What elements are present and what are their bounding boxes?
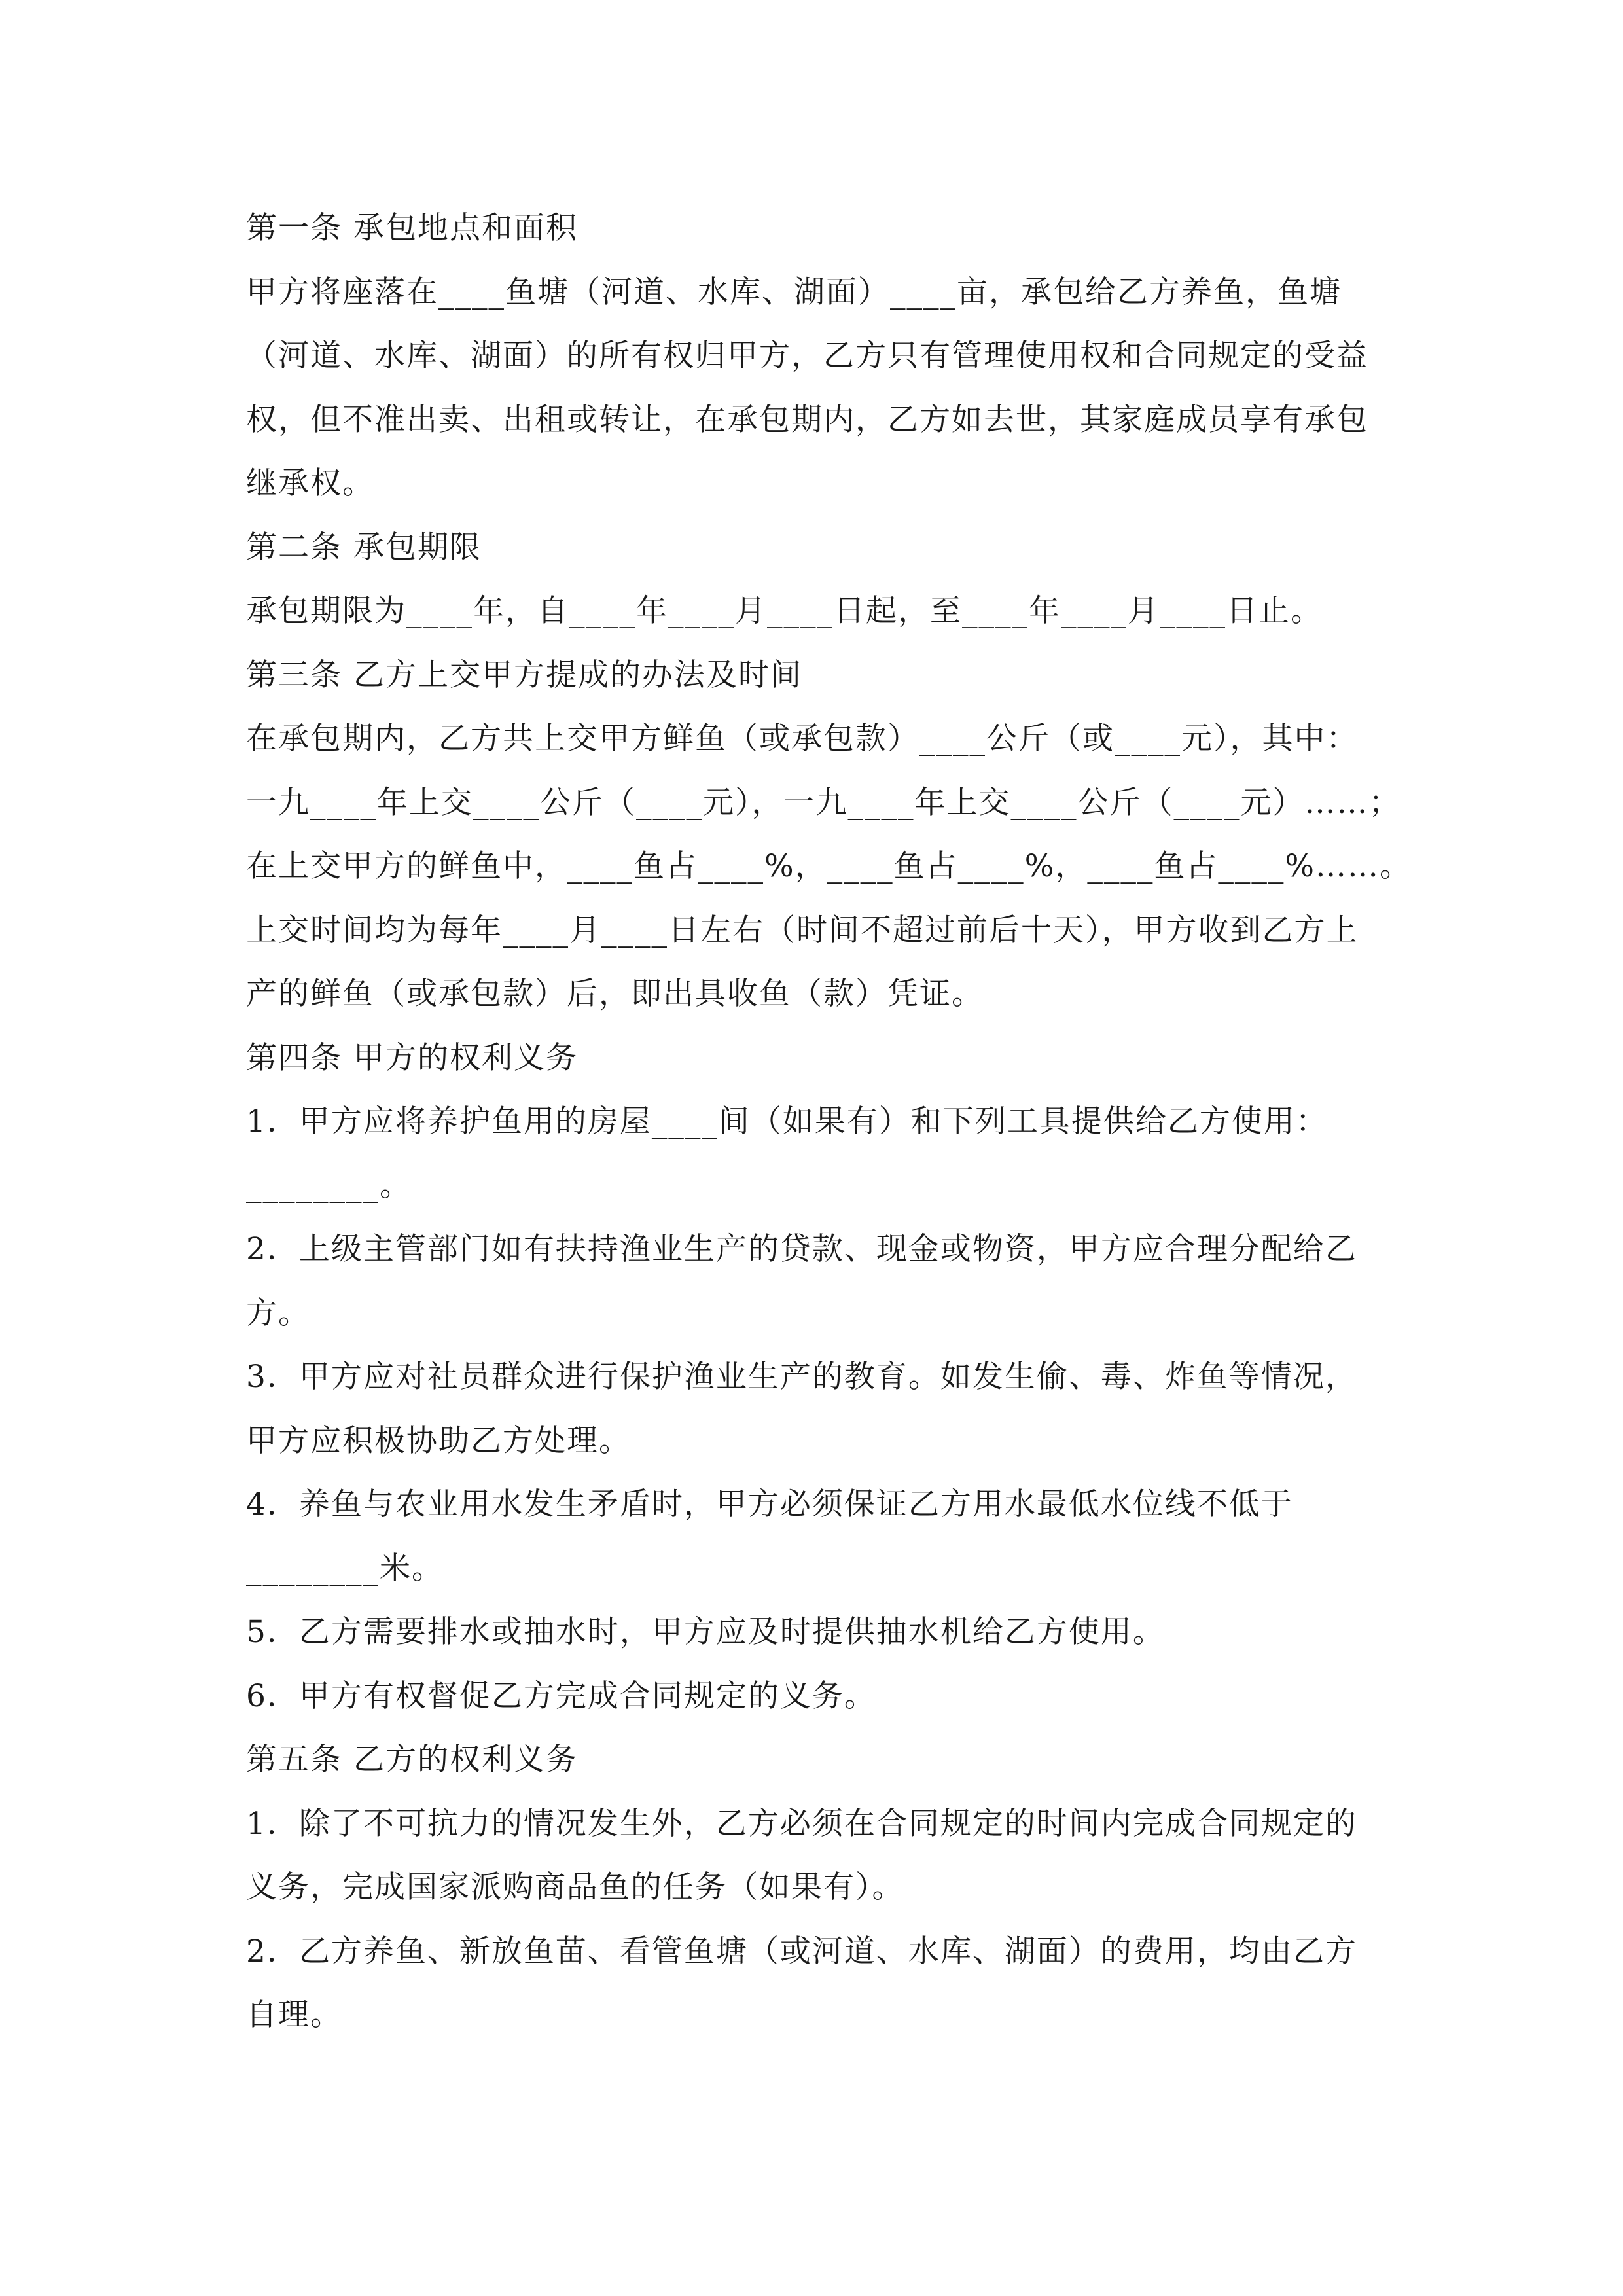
- article-3-heading: 第三条 乙方上交甲方提成的办法及时间: [246, 656, 802, 693]
- article-2-heading: 第二条 承包期限: [246, 529, 482, 565]
- paragraph-line: 继承权。: [246, 465, 374, 501]
- contract-body: [246, 196, 1412, 2047]
- paragraph-line: （河道、水库、湖面）的所有权归甲方，乙方只有管理使用权和合同规定的受益: [246, 338, 1368, 374]
- article-5-heading: 第五条 乙方的权利义务: [246, 1742, 578, 1778]
- list-item-line: 1．除了不可抗力的情况发生外，乙方必须在合同规定的时间内完成合同规定的: [246, 1805, 1357, 1842]
- article-1-heading: 第一条 承包地点和面积: [246, 210, 578, 246]
- list-item-line: 4．养鱼与农业用水发生矛盾时，甲方必须保证乙方用水最低水位线不低于: [246, 1486, 1293, 1522]
- paragraph-line: 承包期限为____年，自____年____月____日起，至____年____月____日止。: [246, 593, 1323, 629]
- list-item-line: 方。: [246, 1295, 310, 1331]
- list-item-line: 义务，完成国家派购商品鱼的任务（如果有）。: [246, 1869, 904, 1905]
- article-4-heading: 第四条 甲方的权利义务: [246, 1039, 578, 1076]
- paragraph-line: 上交时间均为每年____月____日左右（时间不超过前后十天），甲方收到乙方上: [246, 912, 1359, 948]
- list-item-line: 3．甲方应对社员群众进行保护渔业生产的教育。如发生偷、毒、炸鱼等情况，: [246, 1359, 1357, 1395]
- list-item-line: 自理。: [246, 1997, 342, 2033]
- paragraph-line: 一九____年上交____公斤（____元），一九____年上交____公斤（____元）……；: [246, 784, 1401, 821]
- list-item-line: ________。: [246, 1167, 412, 1204]
- list-item-line: 甲方应积极协助乙方处理。: [246, 1422, 631, 1459]
- paragraph-line: 甲方将座落在____鱼塘（河道、水库、湖面）____亩，承包给乙方养鱼，鱼塘: [246, 274, 1342, 310]
- list-item-line: 1．甲方应将养护鱼用的房屋____间（如果有）和下列工具提供给乙方使用：: [246, 1103, 1328, 1139]
- paragraph-line: 权，但不准出卖、出租或转让，在承包期内，乙方如去世，其家庭成员享有承包: [246, 401, 1368, 438]
- list-item-line: 6．甲方有权督促乙方完成合同规定的义务。: [246, 1677, 876, 1714]
- list-item-line: 2．上级主管部门如有扶持渔业生产的贷款、现金或物资，甲方应合理分配给乙: [246, 1231, 1357, 1267]
- paragraph-line: 在上交甲方的鲜鱼中，____鱼占____%，____鱼占____%，____鱼占____%……。: [246, 848, 1412, 884]
- paragraph-line: 产的鲜鱼（或承包款）后，即出具收鱼（款）凭证。: [246, 976, 984, 1012]
- list-item-line: 5．乙方需要排水或抽水时，甲方应及时提供抽水机给乙方使用。: [246, 1614, 1165, 1650]
- list-item-line: 2．乙方养鱼、新放鱼苗、看管鱼塘（或河道、水库、湖面）的费用，均由乙方: [246, 1933, 1357, 1969]
- list-item-line: ________米。: [246, 1550, 444, 1587]
- paragraph-line: 在承包期内，乙方共上交甲方鲜鱼（或承包款）____公斤（或____元），其中：: [246, 721, 1359, 757]
